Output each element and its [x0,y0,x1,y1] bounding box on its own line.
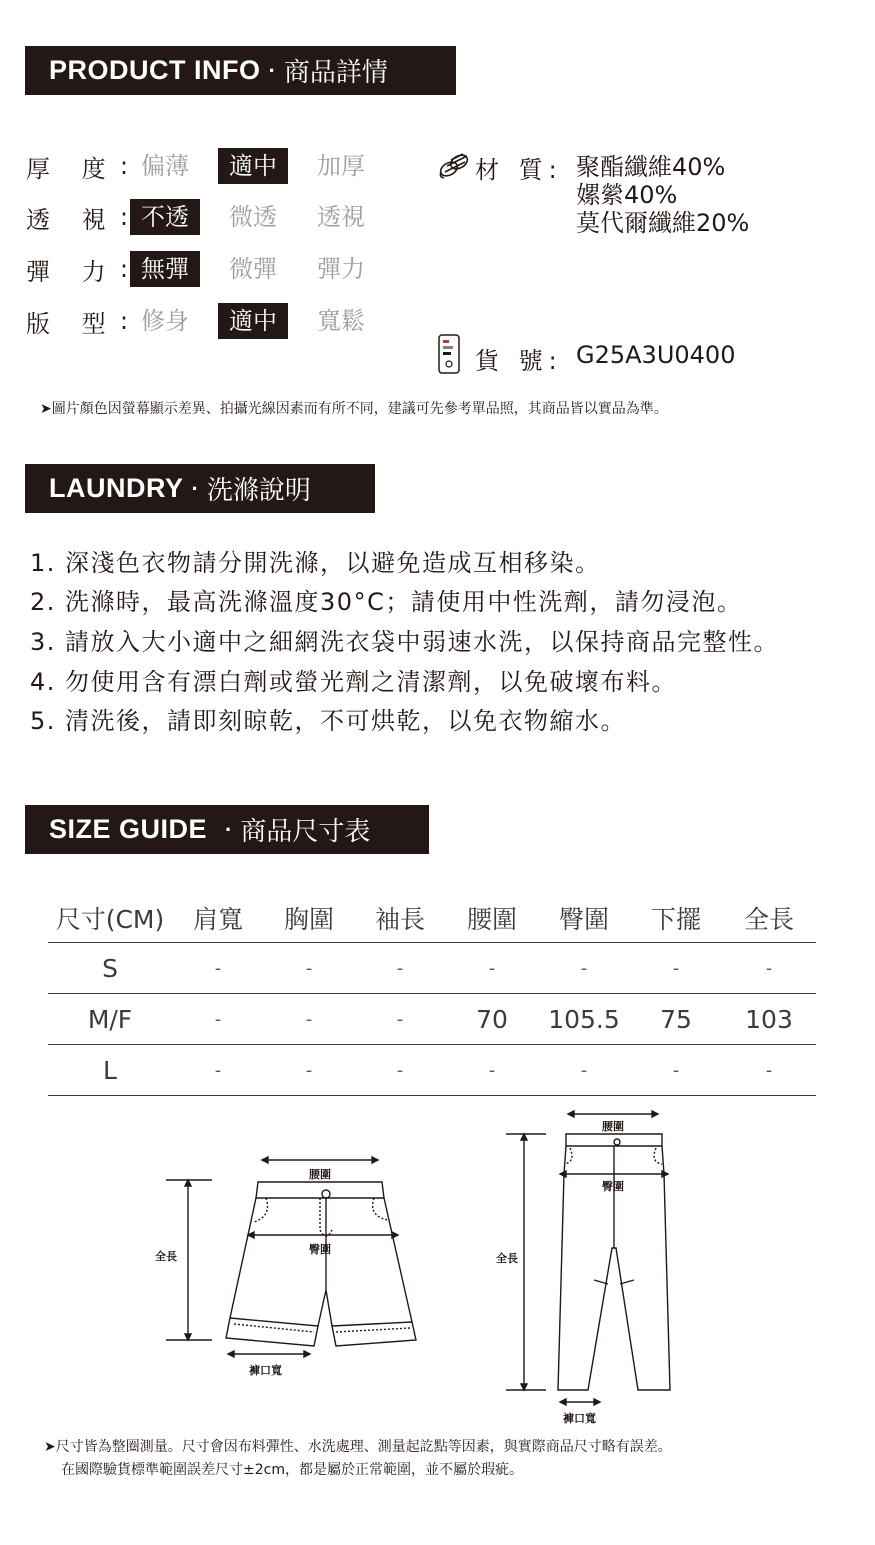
pants-diagram [500,1108,690,1408]
pants-length-label: 全長 [496,1252,518,1265]
attribute-option: 加厚 [317,152,365,180]
item-no-label-wrap [475,341,563,376]
material-line: 莫代爾纖維20% [576,209,750,237]
size-row [48,943,816,994]
item-no-colon: : [548,347,563,375]
header-sep: · [191,475,199,501]
size-value-cell: - [630,943,722,994]
attribute-option-selected: 適中 [218,148,288,184]
laundry-item: 5. 清洗後，請即刻晾乾，不可烘乾，以免衣物縮水。 [30,707,627,735]
size-value-cell: - [172,994,264,1045]
pants-hip-label: 臀圍 [602,1180,624,1193]
col-header: 袖長 [374,904,425,934]
col-header: 臀圍 [558,904,609,934]
size-value-cell: 70 [446,994,538,1045]
header-sep: · [268,57,276,83]
header-en: LAUNDRY [49,473,184,503]
size-table [48,893,816,1096]
size-value-cell: 75 [630,994,722,1045]
size-value-cell: - [354,994,446,1045]
header-en: SIZE GUIDE [49,814,208,844]
laundry-header [25,464,375,513]
size-value-cell: 105.5 [538,994,630,1045]
size-value-cell: - [172,1045,264,1096]
attribute-option: 偏薄 [141,152,189,180]
attribute-colon: : [120,152,129,180]
shorts-waist-label: 腰圍 [309,1168,331,1181]
size-value-cell: 103 [722,994,816,1045]
material-label: 材 質 [475,156,549,184]
attribute-label: 彈 力 [26,257,118,286]
shorts-hip-label: 臀圍 [309,1243,331,1256]
size-value-cell: - [538,1045,630,1096]
size-value-cell: - [264,994,354,1045]
header-zh: 洗滌說明 [206,476,311,506]
size-label-cell: S [48,943,172,994]
thread-spool-icon [437,152,471,180]
size-value-cell: - [446,1045,538,1096]
attribute-option-selected: 不透 [130,199,200,235]
header-sep: · [225,816,233,842]
attribute-colon: : [120,255,129,283]
header-zh: 商品尺寸表 [240,817,371,847]
size-label-cell: L [48,1045,172,1096]
size-value-cell: - [172,943,264,994]
attribute-option: 修身 [141,307,189,335]
pants-waist-label: 腰圍 [602,1120,624,1133]
item-no-label: 貨 號 [475,347,549,375]
attribute-label: 厚 度 [26,154,118,183]
shorts-hem-label: 褲口寬 [249,1364,282,1377]
size-table-body [48,943,816,1096]
attribute-colon: : [120,307,129,335]
size-value-cell: - [630,1045,722,1096]
attribute-option-selected: 無彈 [130,251,200,287]
size-row [48,994,816,1045]
size-row [48,1045,816,1096]
material-values [576,153,749,237]
color-note: ➤圖片顏色因螢幕顯示差異、拍攝光線因素而有所不同，建議可先參考單品照，其商品皆以實品為準。 [40,401,668,417]
size-label-cell: M/F [48,994,172,1045]
size-value-cell: - [354,1045,446,1096]
size-value-cell: - [354,943,446,994]
size-value-cell: - [722,1045,816,1096]
size-table-header-row [48,893,816,943]
header-zh: 商品詳情 [283,58,388,88]
attribute-option: 彈力 [317,255,365,283]
laundry-item: 4. 勿使用含有漂白劑或螢光劑之清潔劑，以免破壞布料。 [30,668,678,696]
laundry-item: 1. 深淺色衣物請分開洗滌，以避免造成互相移染。 [30,549,601,577]
attribute-option: 微彈 [229,255,277,283]
size-value-cell: - [446,943,538,994]
size-value-cell: - [264,1045,354,1096]
col-header: 肩寬 [192,904,243,934]
attribute-option: 透視 [317,203,365,231]
laundry-item: 3. 請放入大小適中之細網洗衣袋中弱速水洗，以保持商品完整性。 [30,628,780,656]
col-header: 尺寸(CM) [55,904,165,934]
attribute-option: 微透 [229,203,277,231]
attribute-label: 透 視 [26,205,118,234]
size-footnote: ➤尺寸皆為整圈測量。尺寸會因布料彈性、水洗處理、測量起訖點等因素，與實際商品尺寸略有誤差。 [44,1439,672,1455]
col-header: 腰圍 [466,904,517,934]
size-guide-header [25,805,429,854]
col-header: 全長 [743,904,794,934]
attribute-label: 版 型 [26,309,118,338]
attribute-option-selected: 適中 [218,303,288,339]
pants-hem-label: 褲口寬 [563,1412,596,1425]
material-label-wrap [475,150,563,185]
material-colon: : [548,156,563,184]
header-en: PRODUCT INFO [49,55,261,85]
material-line: 聚酯纖維40% [576,153,726,181]
attribute-colon: : [120,203,129,231]
laundry-item: 2. 洗滌時，最高洗滌溫度30°C；請使用中性洗劑，請勿浸泡。 [30,588,743,616]
item-no-value: G25A3U0400 [576,341,736,369]
size-value-cell: - [538,943,630,994]
col-header: 下擺 [650,904,701,934]
shorts-length-label: 全長 [155,1250,177,1263]
material-line: 嫘縈40% [576,181,678,209]
shorts-diagram [160,1150,430,1390]
attribute-row [26,199,406,235]
size-footnote: 在國際驗貨標準範圍誤差尺寸±2cm，都是屬於正常範圍，並不屬於瑕疵。 [61,1462,523,1478]
attribute-row [26,303,406,339]
tag-icon [436,334,462,374]
size-value-cell: - [264,943,354,994]
attribute-option: 寬鬆 [317,307,365,335]
attribute-row [26,251,406,287]
size-value-cell: - [722,943,816,994]
attribute-row [26,148,406,184]
product-info-header [25,46,456,95]
col-header: 胸圍 [283,904,334,934]
